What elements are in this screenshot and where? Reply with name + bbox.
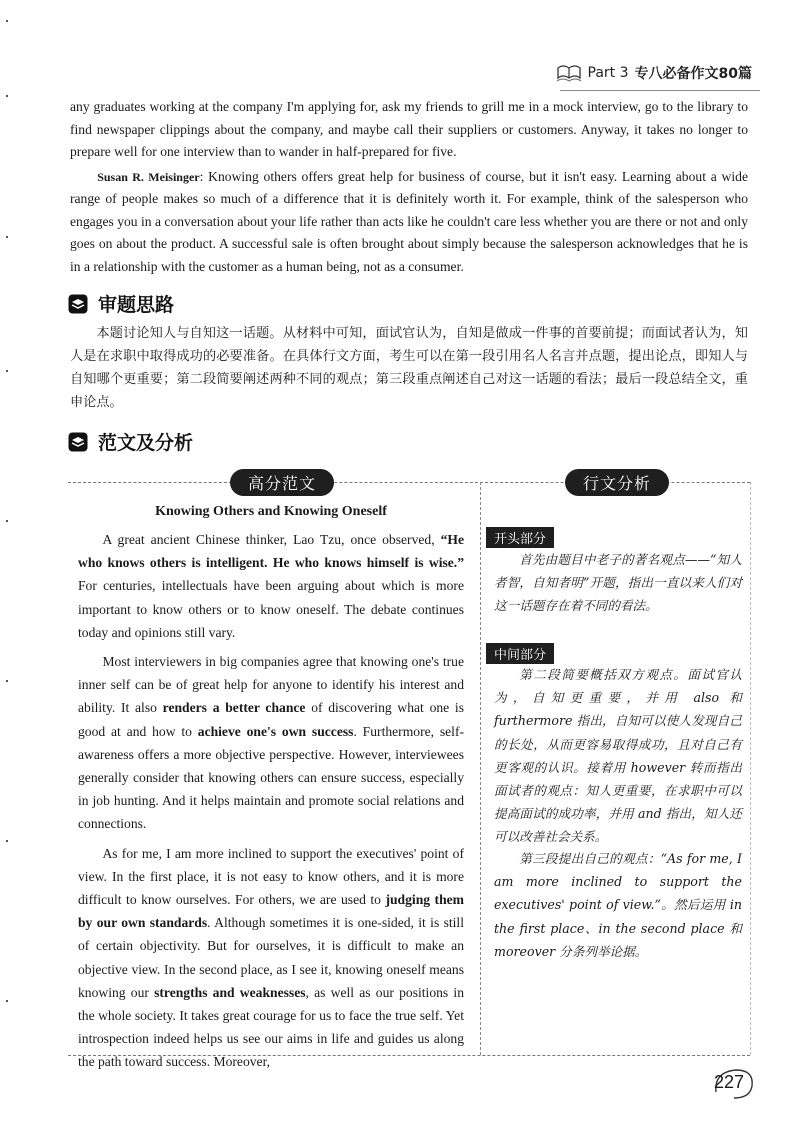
section-title: 范文及分析 [98, 432, 194, 454]
key-phrase: judging them by our own standards [78, 892, 464, 931]
text: . Although sometimes it is one-sided, it is still of certain objectivity. But for ourselves, it is difficult to make an objective view. In the second place, as I see it, knowing oneself means knowing our [78, 915, 464, 1000]
essay-paragraph-3 [78, 842, 464, 1074]
margin-mark [6, 520, 8, 522]
text: A great ancient Chinese thinker, Lao Tzu, once observed, [102, 532, 441, 547]
text: , as well as our positions in the whole society. It takes great courage for us to face the true self. Yet introspection indeed helps us see our aims in life and guides us along the path toward success. Moreover, [78, 984, 464, 1070]
note-opening: 首先由题目中老子的著名观点——“知人者智，自知者明”开题，指出一直以来人们对这一话题存在着不同的看法。 [494, 552, 742, 614]
speaker-name: Susan R. Meisinger [97, 169, 200, 184]
column-divider [750, 482, 751, 1055]
text: of discovering what one is good at and how to [78, 700, 464, 739]
margin-mark [6, 680, 8, 682]
essay-title: Knowing Others and Knowing Oneself [155, 504, 387, 519]
header-part: Part 3 [587, 65, 629, 81]
margin-mark [6, 840, 8, 842]
analysis-paragraph: 本题讨论知人与自知这一话题。从材料中可知，面试官认为，自知是做成一件事的首要前提；而面试者认为，知人是在求职中取得成功的必要准备。在具体行文方面，考生可以在第一段引用名人名言并点题，提出论点，即知人与自知哪个更重要；第二段简要阐述两种不同的观点；第三段重点阐述自己对这一话题的看法；最后一段总结全文，重申论点。 [70, 326, 748, 410]
text: . Furthermore, self-awareness offers a more objective perspective. However, interviewees generally consider that knowing others can ensure success, especially in job hunting. And it helps maintain and promote social relations and connections. [78, 723, 465, 832]
section-heading-analysis [68, 290, 174, 317]
note-tag-middle: 中间部分 [486, 643, 554, 664]
layers-icon [68, 432, 88, 452]
speaker-text: : Knowing others offers great help for business of course, but it isn't easy. Learning about a wide range of people makes so much of a difference that it is definitely worth it. For example, think of the salesperson who engages you in a conversation about your life rather than acts like he couldn't care less whether you are there or not and only goes on about the product. A successful sale is often brought about simply because the salesperson acknowledges that he is in a relationship with the customer as a human being, not as a consumer. [70, 168, 748, 274]
page-header [556, 62, 752, 84]
text: For centuries, intellectuals have been arguing about which is more important to know others or to know oneself. The debate continues today and opinions still vary. [78, 578, 464, 640]
column-divider [480, 482, 481, 1055]
essay-paragraph-2 [78, 650, 464, 836]
header-title: 专八必备作文80篇 [634, 66, 752, 82]
margin-mark [6, 370, 8, 372]
analysis-label: 行文分析 [565, 469, 669, 496]
essay-paragraph-1 [78, 528, 464, 644]
text: As for me, I am more inclined to support the executives' point of view. In the first place, it is not easy to know others, and it is more difficult to know ourselves. For others, we are used to [78, 845, 464, 908]
essay-body [78, 528, 464, 1080]
note-middle: 第二段简要概括双方观点。面试官认为，自知更重要，并用 also 和 furthermore 指出，自知可以使人发现自己的长处，从而更容易取得成功，且对自己有更客观的认识。接着用 however 转而指出面试者的观点：知人更重要，在求职中可以提高面试的成功率，并用 and 指出，知人还可以改善社会关系。 [494, 667, 742, 845]
page-number: 227 [713, 1072, 744, 1092]
note-third-paragraph: 第三段提出自己的观点：“As for me, I am more inclined to support the executives' point of view.”。然后运用 in the first place、in the second place 和 moreover 分条列举论据。 [494, 851, 742, 959]
quote: “He who knows others is intelligent. He who knows himself is wise.” [78, 532, 464, 571]
key-phrase: strengths and weaknesses [154, 984, 306, 1000]
section-heading-sample [68, 428, 193, 455]
essay-label: 高分范文 [230, 469, 334, 496]
text: Most interviewers in big companies agree that knowing one's true inner self can be of great help for anyone to identify his interest and ability. It also [78, 654, 464, 716]
key-phrase: achieve one's own success [197, 723, 354, 739]
layers-icon [68, 294, 88, 314]
top-passage [70, 96, 748, 278]
margin-mark [6, 1000, 8, 1002]
header-rule [560, 90, 760, 91]
margin-mark [6, 236, 8, 238]
book-icon [556, 62, 582, 84]
passage-paragraph-2 [70, 166, 748, 279]
margin-mark [6, 20, 8, 22]
note-tag-opening: 开头部分 [486, 527, 554, 548]
passage-paragraph-1: any graduates working at the company I'm applying for, ask my friends to grill me in a mock interview, go to the library to find newspaper clippings about the company, and maybe call their suppliers or customers. Anyway, it takes no longer to prepare well for one interview than to wander in half-prepared for five. [70, 99, 748, 159]
section-title: 审题思路 [98, 294, 175, 316]
key-phrase: renders a better chance [162, 700, 306, 716]
margin-mark [6, 95, 8, 97]
